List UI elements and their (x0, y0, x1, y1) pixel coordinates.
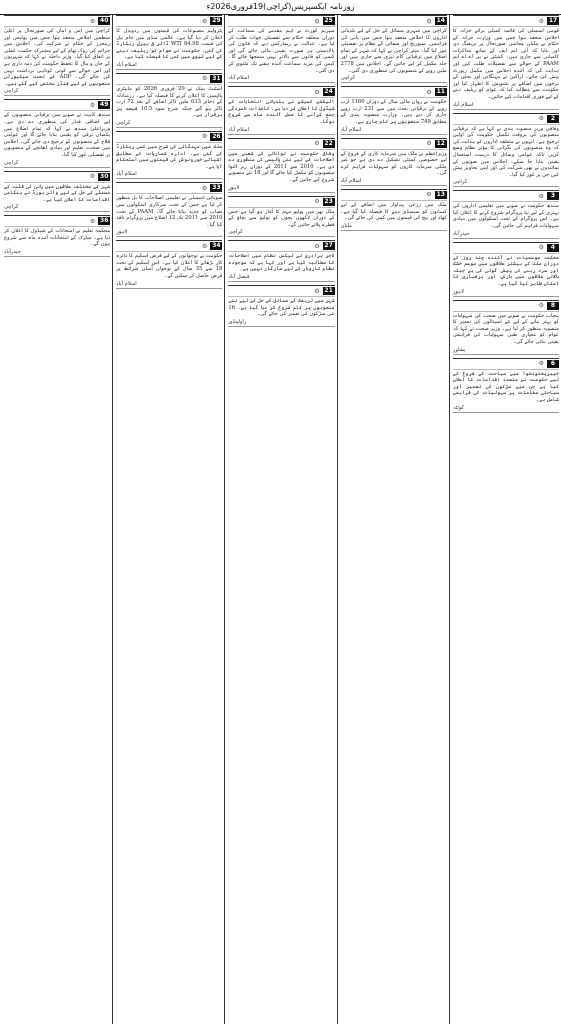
news-item-text: پٹرولیم مصنوعات کی قیمتوں میں ردوبدل کا اعلان کر دیا گیا ہے۔ عالمی منڈی میں خام تیل کی قیمت WTI 84.98 ڈالر فی بیرل ریکارڈ کی گئی۔ حکومت نے عوام کو ریلیف دینے کے لیے لیوی میں کمی کا فیصلہ کیا ہے۔ (116, 28, 223, 61)
news-item-header (228, 240, 334, 252)
item-number-badge: 25 (324, 17, 333, 24)
news-item-text: قومی اسمبلی کی قائمہ کمیٹی برائے خزانہ کا اجلاس منعقد ہوا جس میں وزارت خزانہ کے حکام نے ملکی معاشی صورتحال پر بریفنگ دی اور بتایا کہ آئی ایم ایف کے ساتھ مذاکرات کامیابی سے جاری ہیں۔ کمیٹی نے پی اے اے ایم PAAM کے حوالے سے تفصیلات طلب کیں اور ہدایت کی کہ آئندہ اجلاس میں مکمل رپورٹ پیش کی جائے۔ اراکین نے مہنگائی اور بجلی کے نرخوں میں اضافے پر تشویش کا اظہار کیا اور حکومت سے مطالبہ کیا کہ عوام کو ریلیف دینے کے لیے فوری اقدامات کیے جائیں۔ (452, 28, 559, 100)
news-item-text: تاجر برادری نے ٹیکس نظام میں اصلاحات کا مطالبہ کیا ہے اور کہا ہے کہ موجودہ نظام کاروبار کے لیے سازگار نہیں ہے۔ (228, 253, 335, 273)
news-item-source: فیصل آباد (228, 274, 334, 282)
question-mark-icon: ⚙ (202, 184, 208, 192)
news-item (453, 113, 559, 188)
news-item (228, 196, 334, 238)
news-item-header (453, 113, 559, 125)
news-item-header (453, 190, 559, 202)
item-number-badge: 29 (212, 17, 221, 24)
question-mark-icon: ⚙ (538, 360, 544, 368)
news-item-header (228, 15, 334, 27)
question-mark-icon: ⚙ (538, 17, 544, 25)
news-column (2, 15, 112, 1024)
item-number-badge: 40 (100, 17, 109, 24)
question-mark-icon: ⚙ (426, 88, 432, 96)
news-item-header (116, 15, 222, 27)
item-number-badge: 13 (436, 190, 445, 198)
news-item-source: اسلام آباد (228, 75, 334, 83)
news-item-header (228, 86, 334, 98)
news-item (116, 15, 222, 70)
question-mark-icon: ⚙ (314, 17, 320, 25)
news-item-text: صوبائی اسمبلی نے تعلیمی اصلاحات کا بل منظور کر لیا ہے جس کے تحت سرکاری اسکولوں میں نصاب کو جدید بنایا جائے گا۔ PAAM کے تحت 2010 سے 2011 تک 12 اضلاع میں پروگرام نافذ کیا گیا۔ (116, 195, 223, 228)
news-item (116, 73, 222, 128)
news-item (453, 190, 559, 238)
news-item-text: وفاقی حکومت نے توانائی کے شعبے میں اصلاحات کے لیے نئی پالیسی کی منظوری دے دی ہے۔ 2010 سے 2011 کے دوران زیر التوا منصوبوں کو مکمل کیا جائے گا اور 18 نئے منصوبے شروع کیے جائیں گے۔ (228, 150, 335, 183)
question-mark-icon: ⚙ (314, 140, 320, 148)
news-item-text: کراچی میں امن و امان کی صورتحال پر اعلیٰ سطحی اجلاس منعقد ہوا جس میں پولیس اور رینجرز کے حکام نے شرکت کی۔ اجلاس میں جرائم کی روک تھام کے لیے مشترکہ حکمت عملی پر اتفاق کیا گیا۔ وزیر داخلہ نے کہا کہ شہریوں کے جان و مال کا تحفظ حکومت کی ذمہ داری ہے اور اس حوالے سے کوئی کوتاہی برداشت نہیں کی جائے گی۔ ADP کے تحت سیکیورٹی منصوبوں کے لیے فنڈز مختص کیے گئے ہیں۔ (4, 28, 111, 87)
news-item-text: ملک بھر میں پولیو مہم کا آغاز ہو گیا ہے جس کے دوران لاکھوں بچوں کو پولیو سے بچاؤ کے قطرے پلائے جائیں گے۔ (228, 208, 335, 228)
news-item-text: شہر میں ٹریفک کے مسائل کے حل کے لیے نئے منصوبوں پر کام شروع کر دیا گیا ہے۔ 16 نئی سڑکوں کی تعمیر کی جائے گی۔ (228, 298, 335, 318)
item-number-badge: 31 (212, 74, 221, 82)
news-item (341, 189, 447, 231)
news-item-text: سندھ حکومت نے صوبے میں تعلیمی اداروں کی بہتری کے لیے نیا پروگرام شروع کرنے کا اعلان کیا ہے۔ اس پروگرام کے تحت اسکولوں میں بنیادی سہولیات فراہم کی جائیں گی۔ (452, 203, 559, 230)
news-item-source: اسلام آباد (228, 127, 334, 135)
news-item (4, 15, 110, 96)
column-divider (337, 15, 338, 1024)
news-item-source: کراچی (116, 120, 222, 128)
news-item-header (4, 215, 110, 227)
news-item-source: لاہور (453, 289, 559, 297)
question-mark-icon: ⚙ (426, 17, 432, 25)
column-divider (449, 15, 450, 1024)
news-item-source: حیدرآباد (453, 231, 559, 239)
question-mark-icon: ⚙ (89, 101, 96, 109)
item-number-badge: 49 (100, 101, 109, 109)
header-title: روزنامہ ایکسپریس(کراچی)19فروری2026ء (206, 2, 355, 11)
news-item (4, 171, 110, 213)
news-column (226, 15, 336, 1024)
news-item-header (116, 240, 222, 252)
item-number-badge: 21 (324, 287, 333, 295)
news-item-source: اسلام آباد (341, 178, 447, 186)
news-item-source: کراچی (4, 160, 110, 168)
news-item-text: محکمہ تعلیم نے امتحانات کے شیڈول کا اعلان کر دیا ہے۔ میٹرک کے امتحانات آئندہ ماہ سے شروع ہوں گے۔ (4, 228, 111, 248)
item-number-badge: 8 (547, 302, 559, 310)
news-item (116, 240, 222, 288)
news-item-source: کراچی (228, 229, 334, 237)
news-item-text: سپریم کورٹ نے اہم مقدمے کی سماعت کے دوران متعلقہ حکام سے تفصیلی جواب طلب کر لیا ہے۔ عدالت نے ریمارکس دیے کہ قانون کی بالادستی ہر صورت یقینی بنائی جائے گی اور کسی کو قانون سے بالاتر نہیں سمجھا جائے گا۔ کیس کی مزید سماعت آئندہ ہفتے تک ملتوی کر دی گئی۔ (228, 28, 335, 74)
news-item-text: ملک میں مہنگائی کی شرح میں کمی ریکارڈ کی گئی ہے۔ ادارہ شماریات کے مطابق اشیائے خورونوش کی قیمتوں میں استحکام آیا ہے۔ (116, 143, 223, 170)
news-item-header (341, 138, 447, 150)
news-item-text: وفاقی وزیر منصوبہ بندی نے کہا ہے کہ ترقیاتی منصوبوں کی بروقت تکمیل حکومت کی اولین ترجیح ہے۔ انہوں نے متعلقہ اداروں کو ہدایت کی کہ وہ منصوبوں کی نگرانی کا مؤثر نظام وضع کریں تاکہ عوامی وسائل کا درست استعمال یقینی بنایا جا سکے۔ اجلاس میں صوبوں کے نمائندوں نے بھی شرکت کی اور اپنی تجاویز پیش کیں جن پر غور کیا گیا۔ (452, 125, 559, 178)
item-number-badge: 36 (100, 217, 109, 225)
news-item (116, 182, 222, 237)
news-item-text: پنجاب حکومت نے صوبے میں صحت کی سہولیات کو بہتر بنانے کے لیے نئے اسپتالوں کی تعمیر کا منصوبہ منظور کر لیا ہے۔ وزیر صحت نے کہا کہ عوام کو معیاری طبی سہولیات کی فراہمی یقینی بنائی جائے گی۔ (452, 312, 559, 345)
news-item-text: کراچی میں شہری مسائل کے حل کے لیے بلدیاتی اداروں کا اجلاس منعقد ہوا جس میں پانی کی فراہمی، سیوریج اور صفائی کے نظام پر تفصیلی غور کیا گیا۔ میئر کراچی نے کہا کہ شہر کے تمام اضلاع میں ترقیاتی کام تیزی سے جاری ہیں اور جلد مکمل کر لیے جائیں گے۔ اجلاس میں 2778 ملین روپے کے منصوبوں کی منظوری دی گئی۔ (340, 28, 447, 74)
news-item-source: اسلام آباد (453, 102, 559, 110)
question-mark-icon: ⚙ (426, 140, 432, 148)
news-item-header (4, 171, 110, 183)
news-item-text: خیبرپختونخوا میں سیاحت کے فروغ کے لیے حکومت نے متعدد اقدامات کا اعلان کیا ہے جن میں سڑکوں کی تعمیر اور سیاحتی مقامات پر سہولیات کی فراہمی شامل ہے۔ (452, 370, 559, 403)
news-item (453, 358, 559, 413)
column-divider (112, 15, 113, 1024)
news-item-header (4, 15, 110, 27)
newspaper-page (0, 15, 561, 1024)
item-number-badge: 2 (547, 115, 559, 123)
news-item-header (453, 242, 559, 254)
news-item-source: کراچی (4, 88, 110, 96)
news-item-source: لاہور (116, 229, 222, 237)
item-number-badge: 30 (100, 172, 109, 180)
news-item (116, 131, 222, 179)
news-column (339, 15, 449, 1024)
news-item (4, 99, 110, 167)
news-item (228, 86, 334, 134)
news-item (4, 215, 110, 257)
question-mark-icon: ⚙ (314, 88, 320, 96)
news-item-header (116, 131, 222, 143)
item-number-badge: 24 (324, 88, 333, 96)
news-item (453, 242, 559, 297)
news-item-source: اسلام آباد (116, 171, 222, 179)
question-mark-icon: ⚙ (89, 17, 96, 25)
news-item-text: سندھ کابینہ نے صوبے میں ترقیاتی منصوبوں کے لیے اضافی فنڈز کی منظوری دے دی ہے۔ وزیراعلیٰ سندھ نے کہا کہ تمام اضلاع میں یکساں ترقی کو یقینی بنایا جائے گا اور عوامی فلاح کے منصوبوں کو ترجیح دی جائے گی۔ اجلاس میں صحت، تعلیم اور بنیادی ڈھانچے کے منصوبوں پر تفصیلی غور کیا گیا۔ (4, 112, 111, 158)
news-item-source: اسلام آباد (341, 127, 447, 135)
question-mark-icon: ⚙ (89, 217, 96, 225)
news-item-header (341, 86, 447, 98)
news-item-text: اسٹیٹ بینک نے 20 فروری 2026 کو مانیٹری پالیسی کا اعلان کرنے کا فیصلہ کیا ہے۔ زرمبادلہ کے ذخائر 633 ملین ڈالر اضافے کے بعد 72 ارب ڈالر ہو گئے جبکہ شرح سود 10.5 فیصد پر برقرار ہے۔ (116, 85, 223, 119)
item-number-badge: 14 (436, 17, 445, 24)
item-number-badge: 17 (548, 17, 558, 24)
news-item-header (341, 189, 447, 201)
news-item-text: شہر کے مختلف علاقوں میں پانی کی قلت کے مسئلے کے حل کے لیے واٹر بورڈ نے ہنگامی اقدامات کا اعلان کیا ہے۔ (4, 183, 111, 203)
news-item (228, 285, 334, 327)
news-column (114, 15, 224, 1024)
item-number-badge: 23 (324, 197, 333, 205)
item-number-badge: 3 (547, 192, 559, 200)
news-item-header (228, 196, 334, 208)
news-item-header (116, 182, 222, 194)
news-item (228, 240, 334, 282)
news-item-source: لاہور (228, 185, 334, 193)
news-item-source: کراچی (4, 204, 110, 212)
item-number-badge: 4 (547, 244, 559, 252)
news-item-header (116, 73, 222, 85)
question-mark-icon: ⚙ (202, 75, 208, 83)
item-number-badge: 12 (436, 139, 445, 147)
question-mark-icon: ⚙ (202, 133, 208, 141)
news-item-header (341, 15, 447, 27)
newspaper-header (0, 0, 561, 15)
news-item (228, 138, 334, 193)
item-number-badge: 26 (212, 132, 221, 140)
news-item-source: پشاور (453, 347, 559, 355)
item-number-badge: 27 (324, 242, 333, 250)
question-mark-icon: ⚙ (314, 287, 320, 295)
news-item (341, 15, 447, 83)
news-item-header (4, 99, 110, 111)
news-item (341, 86, 447, 134)
column-divider (224, 15, 225, 1024)
news-item (228, 15, 334, 83)
item-number-badge: 33 (212, 184, 221, 192)
news-item-text: وزیراعظم نے ملک میں سرمایہ کاری کے فروغ کے لیے خصوصی کمیٹی تشکیل دے دی ہے جو غیر ملکی سرمایہ کاروں کو سہولیات فراہم کرے گی۔ (340, 150, 447, 177)
item-number-badge: 22 (324, 139, 333, 147)
news-item-source: حیدرآباد (4, 249, 110, 257)
question-mark-icon: ⚙ (538, 115, 544, 123)
news-item-header (228, 285, 334, 297)
news-item-source: کراچی (341, 75, 447, 83)
news-item-source: کوئٹہ (453, 405, 559, 413)
news-item-text: حکومت نے نوجوانوں کے لیے قرض اسکیم کا دائرہ کار بڑھانے کا اعلان کیا ہے۔ اس اسکیم کے تحت 18 سے 35 سال کے نوجوان آسان شرائط پر قرض حاصل کر سکیں گے۔ (116, 253, 223, 280)
question-mark-icon: ⚙ (538, 244, 544, 252)
item-number-badge: 11 (436, 88, 445, 96)
item-number-badge: 6 (547, 360, 559, 368)
question-mark-icon: ⚙ (89, 173, 96, 180)
news-item (453, 15, 559, 110)
question-mark-icon: ⚙ (314, 198, 320, 205)
news-item-header (453, 358, 559, 370)
news-item-text: ملک میں زرعی پیداوار میں اضافے کے لیے کسانوں کو سبسڈی دینے کا فیصلہ کیا گیا ہے۔ کھاد اور بیج کی قیمتوں میں کمی کی جائے گی۔ (340, 201, 447, 222)
news-item-source: راولپنڈی (228, 319, 334, 327)
news-item-header (453, 300, 559, 312)
question-mark-icon: ⚙ (202, 242, 208, 250)
news-item-text: محکمہ موسمیات نے آئندہ چند روز کے دوران ملک کے بیشتر علاقوں میں موسم خشک اور سرد رہنے کی پیش گوئی کی ہے جبکہ بالائی علاقوں میں بارش اور برفباری کا امکان ظاہر کیا گیا ہے۔ (452, 254, 559, 288)
item-number-badge: 34 (212, 242, 221, 250)
question-mark-icon: ⚙ (538, 302, 544, 310)
news-item-source: اسلام آباد (116, 281, 222, 289)
news-item (341, 138, 447, 186)
news-column (451, 15, 561, 1024)
question-mark-icon: ⚙ (202, 17, 208, 25)
question-mark-icon: ⚙ (538, 192, 544, 200)
news-item-header (453, 15, 559, 27)
news-item (453, 300, 559, 355)
news-item-header (228, 138, 334, 150)
question-mark-icon: ⚙ (314, 242, 320, 250)
news-item-text: حکومت نے رواں مالی سال کے دوران 1180 ارب روپے کے ترقیاتی بجٹ میں سے 231 ارب روپے جاری کر دیے ہیں۔ وزارت منصوبہ بندی کے مطابق 749 منصوبوں پر کام جاری ہے۔ (340, 99, 447, 125)
question-mark-icon: ⚙ (426, 191, 432, 199)
news-item-source: ملتان (341, 223, 447, 231)
news-item-source: کراچی (453, 179, 559, 187)
news-item-text: الیکشن کمیشن نے بلدیاتی انتخابات کے شیڈول کا اعلان کر دیا ہے۔ کاغذات نامزدگی جمع کرانے کا عمل آئندہ ماہ سے شروع ہوگا۔ (228, 99, 335, 125)
news-item-source: اسلام آباد (116, 62, 222, 70)
